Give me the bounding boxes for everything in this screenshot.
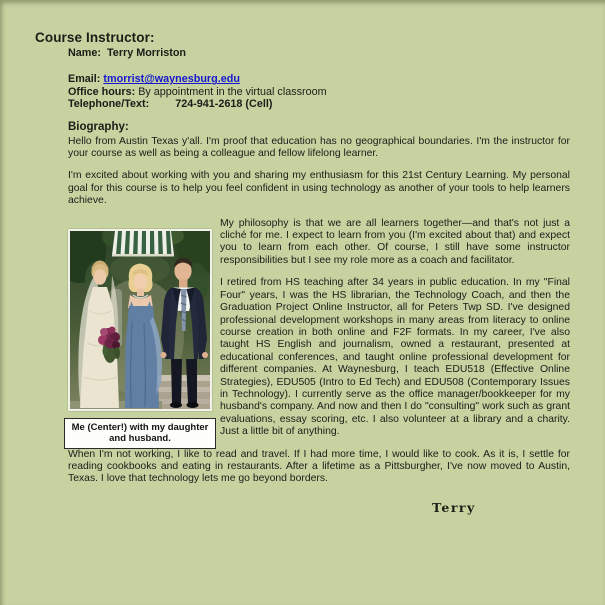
photo-column [68, 218, 218, 449]
instructor-name-line [68, 47, 570, 59]
bio-paragraph-3: My philosophy is that we are all learners together—and that's not just a cliché for me. I expect to learn from you (I'm excited about that) and expect you to learn from each other. Of course, I still have some instructor responsibilities but I see my role more as a coach and facilitator. [220, 217, 570, 266]
phone-line [68, 98, 570, 110]
bio-text-column [220, 218, 570, 449]
awning [112, 231, 174, 257]
biography-heading: Biography: [68, 120, 129, 133]
bio-paragraph-1: Hello from Austin Texas y'all. I'm proof that education has no geographical boundaries. I'm the instructor for your course as well as being a colleague and fellow lifelong learner. [68, 135, 570, 160]
phone-value: 724-941-2618 (Cell) [175, 98, 273, 111]
email-link[interactable]: tmorrist@waynesburg.edu [103, 73, 240, 86]
bio-paragraph-2: I'm excited about working with you and sharing my enthusiasm for this 21st Century Learning. My personal goal for this course is to help you feel confident in using technology as another of your tools to help learners achieve. [68, 170, 570, 207]
email-label: Email: [68, 73, 101, 86]
closing-paragraph: When I'm not working, I like to read and travel. If I had more time, I would like to cook. As it is, I settle for reading cookbooks and eating in restaurants. After a lifetime as a Pittsburgher, I've now moved to Austin, Texas. I love that technology lets me go beyond borders. [68, 448, 570, 485]
bio-paragraph-4: I retired from HS teaching after 34 years in public education. In my "Final Four" years, I was the HS librarian, the Technology Coach, and then the Graduation Project Online Instructor, all for Peters Twp SD. I've designed professional development workshops in many areas from literacy to online course creation in both online and F2F formats. In my career, I've also taught HS English and journalism, owned a restaurant, presented at educational conferences, and taught online professional development for different companies. At Waynesburg, I teach EDU518 (Effective Online Strategies), EDU505 (Intro to Ed Tech) and EDU508 (Contemporary Issues in Technology). I currently serve as the office manager/bookkeeper for my husband's company. And now and then I do "consulting" work such as grant evaluations, essay scoring, etc. I also volunteer at a library and a charity. Just a little bit of anything. [220, 277, 570, 438]
signature: Terry [432, 499, 476, 515]
instructor-name: Terry Morriston [107, 47, 187, 59]
wedding-photo [68, 229, 212, 411]
office-hours-line [68, 86, 570, 98]
name-label: Name: [68, 47, 102, 59]
office-hours-label: Office hours: [68, 85, 136, 98]
email-line [68, 73, 570, 85]
office-hours-value: By appointment in the virtual classroom [138, 85, 327, 98]
contact-block [68, 47, 570, 111]
stone-steps [158, 375, 210, 409]
wedding-photo-image [70, 231, 210, 409]
photo-caption: Me (Center!) with my daughter and husband. [64, 418, 216, 449]
page-title: Course Instructor: [35, 30, 155, 45]
phone-label: Telephone/Text: [68, 98, 150, 111]
photo-and-bio-columns [68, 218, 570, 449]
